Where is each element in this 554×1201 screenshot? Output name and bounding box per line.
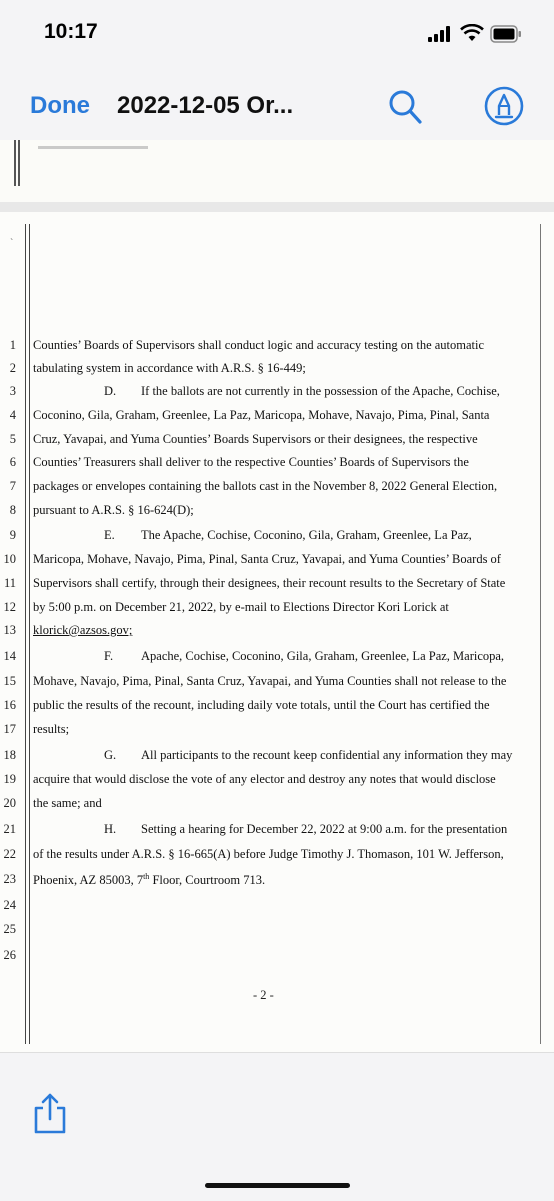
line-number: 10 (3, 552, 16, 566)
body-line (33, 872, 265, 888)
status-time: 10:17 (44, 20, 98, 43)
body-line: Apache, Cochise, Coconino, Gila, Graham, Greenlee, La Paz, Maricopa, (141, 649, 505, 663)
search-icon[interactable] (387, 88, 423, 126)
body-line: The Apache, Cochise, Coconino, Gila, Graham, Greenlee, La Paz, (141, 528, 472, 542)
body-line: Counties’ Boards of Supervisors shall conduct logic and accuracy testing on the automatic (33, 338, 485, 352)
line-number: 21 (3, 822, 16, 836)
superscript: th (143, 872, 150, 881)
line-number: 20 (3, 796, 16, 810)
body-line: the same; and (33, 796, 102, 810)
body-line: Coconino, Gila, Graham, Greenlee, La Paz, Maricopa, Mohave, Navajo, Pima, Pinal, Santa (33, 408, 490, 422)
line-number: 11 (3, 576, 16, 590)
body-line: Counties’ Treasurers shall deliver to the respective Counties’ Boards of Supervisors the (33, 455, 469, 469)
line-number: 7 (9, 479, 16, 493)
body-line: packages or envelopes containing the ballots cast in the November 8, 2022 General Election, (33, 479, 498, 493)
paragraph-h (104, 822, 507, 837)
paragraph-label: G. (104, 748, 117, 762)
paragraph-label: F. (104, 649, 114, 663)
line-number: 17 (3, 722, 16, 736)
body-line: public the results of the recount, including daily vote totals, until the Court has certified the (33, 698, 490, 712)
line-number: 5 (9, 432, 16, 446)
left-margin-rule-inner (29, 224, 30, 1044)
done-button[interactable]: Done (30, 92, 90, 119)
margin-line (18, 140, 20, 186)
margin-mark: ` (10, 238, 14, 249)
line-number: 15 (3, 674, 16, 688)
share-icon[interactable] (32, 1092, 68, 1134)
wifi-icon (460, 24, 484, 42)
line-number: 13 (3, 623, 16, 637)
body-line: Cruz, Yavapai, and Yuma Counties’ Boards Supervisors or their designees, the respective (33, 432, 478, 446)
body-line-part: Floor, Courtroom 713. (149, 873, 266, 888)
faint-text-remnant (38, 146, 148, 149)
line-number: 19 (3, 772, 16, 786)
bottom-toolbar (0, 1052, 554, 1201)
paragraph-label: D. (104, 384, 117, 398)
paragraph-label: E. (104, 528, 115, 542)
body-line: Maricopa, Mohave, Navajo, Pima, Pinal, Santa Cruz, Yavapai, and Yuma Counties’ Boards of (33, 552, 501, 566)
body-line: by 5:00 p.m. on December 21, 2022, by e-mail to Elections Director Kori Lorick at (33, 600, 449, 614)
margin-line (14, 140, 16, 186)
document-title: 2022-12-05 Or... (117, 92, 294, 119)
body-line: results; (33, 722, 70, 736)
home-indicator (205, 1183, 350, 1188)
paragraph-g (104, 748, 512, 763)
line-number: 18 (3, 748, 16, 762)
line-number: 8 (9, 503, 16, 517)
line-number: 6 (9, 455, 16, 469)
line-number: 16 (3, 698, 16, 712)
line-number: 3 (9, 384, 16, 398)
line-number: 23 (3, 872, 16, 886)
page-number: - 2 - (253, 988, 274, 1002)
page-gap (0, 202, 554, 212)
line-number: 22 (3, 847, 16, 861)
paragraph-f (104, 649, 504, 664)
line-number: 1 (9, 338, 16, 352)
markup-pen-icon[interactable] (484, 86, 524, 126)
body-line: of the results under A.R.S. § 16-665(A) before Judge Timothy J. Thomason, 101 W. Jefferson, (33, 847, 504, 861)
paragraph-e (104, 528, 472, 543)
body-line: Setting a hearing for December 22, 2022 at 9:00 a.m. for the presentation (141, 822, 508, 836)
battery-icon (490, 25, 522, 43)
document-page[interactable] (0, 212, 554, 1052)
line-number: 25 (3, 922, 16, 936)
cellular-signal-icon (428, 26, 456, 42)
previous-page-tail (0, 140, 554, 202)
body-line: Mohave, Navajo, Pima, Pinal, Santa Cruz, Yavapai, and Yuma Counties shall not release to the (33, 674, 507, 688)
left-margin-rule (25, 224, 26, 1044)
body-line: acquire that would disclose the vote of any elector and destroy any notes that would disclose (33, 772, 496, 786)
body-line: Supervisors shall certify, through their designees, their recount results to the Secretary of State (33, 576, 506, 590)
body-line: tabulating system in accordance with A.R.S. § 16-449; (33, 361, 306, 375)
line-number: 26 (3, 948, 16, 962)
line-number: 14 (3, 649, 16, 663)
line-number: 24 (3, 898, 16, 912)
line-number: 4 (9, 408, 16, 422)
body-line: If the ballots are not currently in the possession of the Apache, Cochise, (141, 384, 500, 398)
paragraph-label: H. (104, 822, 117, 836)
right-margin-rule (540, 224, 541, 1044)
line-number: 9 (9, 528, 16, 542)
body-line: pursuant to A.R.S. § 16-624(D); (33, 503, 194, 517)
line-number: 2 (9, 361, 16, 375)
line-number: 12 (3, 600, 16, 614)
paragraph-d (104, 384, 500, 399)
email-link[interactable]: klorick@azsos.gov; (33, 623, 133, 637)
body-line-part: Phoenix, AZ 85003, 7 (33, 873, 144, 888)
body-line: All participants to the recount keep confidential any information they may (141, 748, 513, 762)
